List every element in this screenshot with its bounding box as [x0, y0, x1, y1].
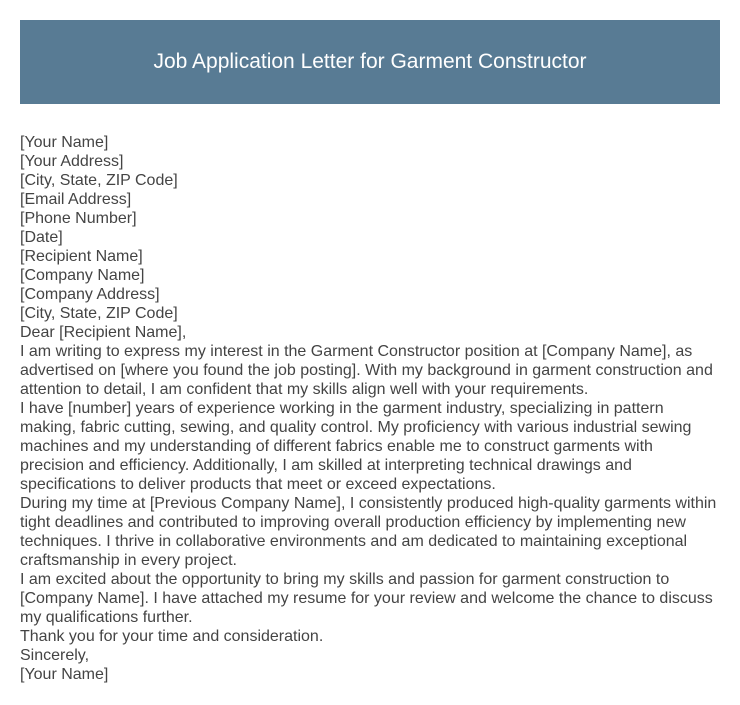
- sender-name: [Your Name]: [20, 134, 109, 151]
- sender-email: [Email Address]: [20, 191, 132, 208]
- sender-address: [Your Address]: [20, 153, 124, 170]
- closing: Sincerely,: [20, 647, 90, 664]
- letter-body: [20, 133, 720, 684]
- letter-date: [Date]: [20, 229, 63, 246]
- recipient-company: [Company Name]: [20, 267, 145, 284]
- recipient-city-state-zip: [City, State, ZIP Code]: [20, 305, 178, 322]
- recipient-name: [Recipient Name]: [20, 248, 143, 265]
- paragraph-experience: I have [number] years of experience working in the garment industry, specializing in pattern making, fabric cutting, sewing, and quality control. My proficiency with various industrial sewing machines and my understanding of different fabrics enable me to construct garments with precision and efficiency. Additionally, I am skilled at interpreting technical drawings and specifications to deliver products that meet or exceed expectations.: [20, 400, 692, 493]
- salutation: Dear [Recipient Name],: [20, 324, 187, 341]
- sender-block: [20, 133, 720, 228]
- paragraph-achievements: During my time at [Previous Company Name], I consistently produced high-quality garments within tight deadlines and contributed to improving overall production efficiency by implementing new techniques. I thrive in collaborative environments and am dedicated to maintaining exceptional craftsmanship in every project.: [20, 495, 717, 569]
- recipient-company-address: [Company Address]: [20, 286, 160, 303]
- signature: [Your Name]: [20, 666, 109, 683]
- recipient-block: [20, 247, 720, 323]
- paragraph-interest: I am excited about the opportunity to bring my skills and passion for garment construction to [Company Name]. I have attached my resume for your review and welcome the chance to discuss my qualifications further.: [20, 571, 713, 626]
- sender-phone: [Phone Number]: [20, 210, 137, 227]
- paragraph-thanks: Thank you for your time and consideration.: [20, 628, 324, 645]
- paragraph-intro: I am writing to express my interest in the Garment Constructor position at [Company Name], as advertised on [where you found the job posting]. With my background in garment construction and attention to detail, I am confident that my skills align well with your requirements.: [20, 343, 713, 398]
- sender-city-state-zip: [City, State, ZIP Code]: [20, 172, 178, 189]
- page-title: Job Application Letter for Garment Constructor: [153, 50, 587, 73]
- page-header: [20, 20, 720, 104]
